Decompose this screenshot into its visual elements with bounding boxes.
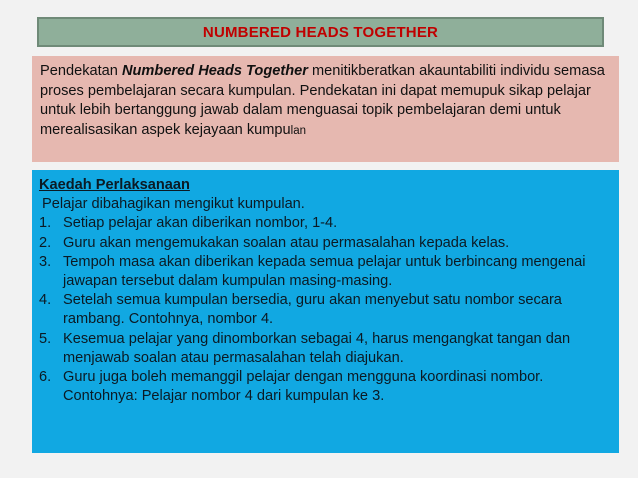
step-number: 2. xyxy=(39,234,52,251)
step-text: Kesemua pelajar yang dinomborkan sebagai 4, harus mengangkat tangan dan menjawab soalan atau permasalahan telah diajukan. xyxy=(63,330,571,366)
list-item xyxy=(39,291,613,329)
list-item xyxy=(39,234,613,253)
list-item xyxy=(39,330,613,368)
list-item xyxy=(39,253,613,291)
step-text: Tempoh masa akan diberikan kepada semua pelajar untuk berbincang mengenai jawapan tersebut dalam kumpulan masing-masing. xyxy=(63,253,586,290)
title-banner xyxy=(37,17,604,47)
method-panel xyxy=(32,170,619,453)
step-text: Setelah semua kumpulan bersedia, guru akan menyebut satu nombor secara rambang. Contohnya, nombor 4. xyxy=(63,292,562,328)
step-text: Guru akan mengemukakan soalan atau permasalahan kepada kelas. xyxy=(63,234,510,251)
intro-tail: lan xyxy=(290,124,307,137)
method-heading: Kaedah Perlaksanaan xyxy=(39,177,190,193)
slide-title: NUMBERED HEADS TOGETHER xyxy=(202,23,439,41)
intro-body: menitikberatkan akauntabiliti individu semasa proses pembelajaran secara kumpulan. Pendekatan ini dapat memupuk sikap pelajar untuk lebih bertanggung jawab dalam menguasai topik pembelajaran demi untuk merealisasikan aspek kejayaan kumpu xyxy=(40,63,605,138)
step-text: Setiap pelajar akan diberikan nombor, 1-4. xyxy=(63,215,338,232)
step-text: Guru juga boleh memanggil pelajar dengan mengguna koordinasi nombor. Contohnya: Pelajar nombor 4 dari kumpulan ke 3. xyxy=(63,369,544,405)
list-item xyxy=(39,214,613,233)
step-number: 5. xyxy=(39,330,52,347)
steps-list xyxy=(39,214,613,406)
intro-emphasis: Numbered Heads Together xyxy=(121,63,308,79)
method-intro: Pelajar dibahagikan mengikut kumpulan. xyxy=(42,196,305,213)
step-number: 4. xyxy=(39,292,52,309)
step-number: 6. xyxy=(39,369,52,386)
intro-prefix: Pendekatan xyxy=(40,63,122,79)
list-item xyxy=(39,368,613,406)
step-number: 1. xyxy=(39,215,52,232)
intro-panel xyxy=(32,56,619,162)
step-number: 3. xyxy=(39,253,52,270)
